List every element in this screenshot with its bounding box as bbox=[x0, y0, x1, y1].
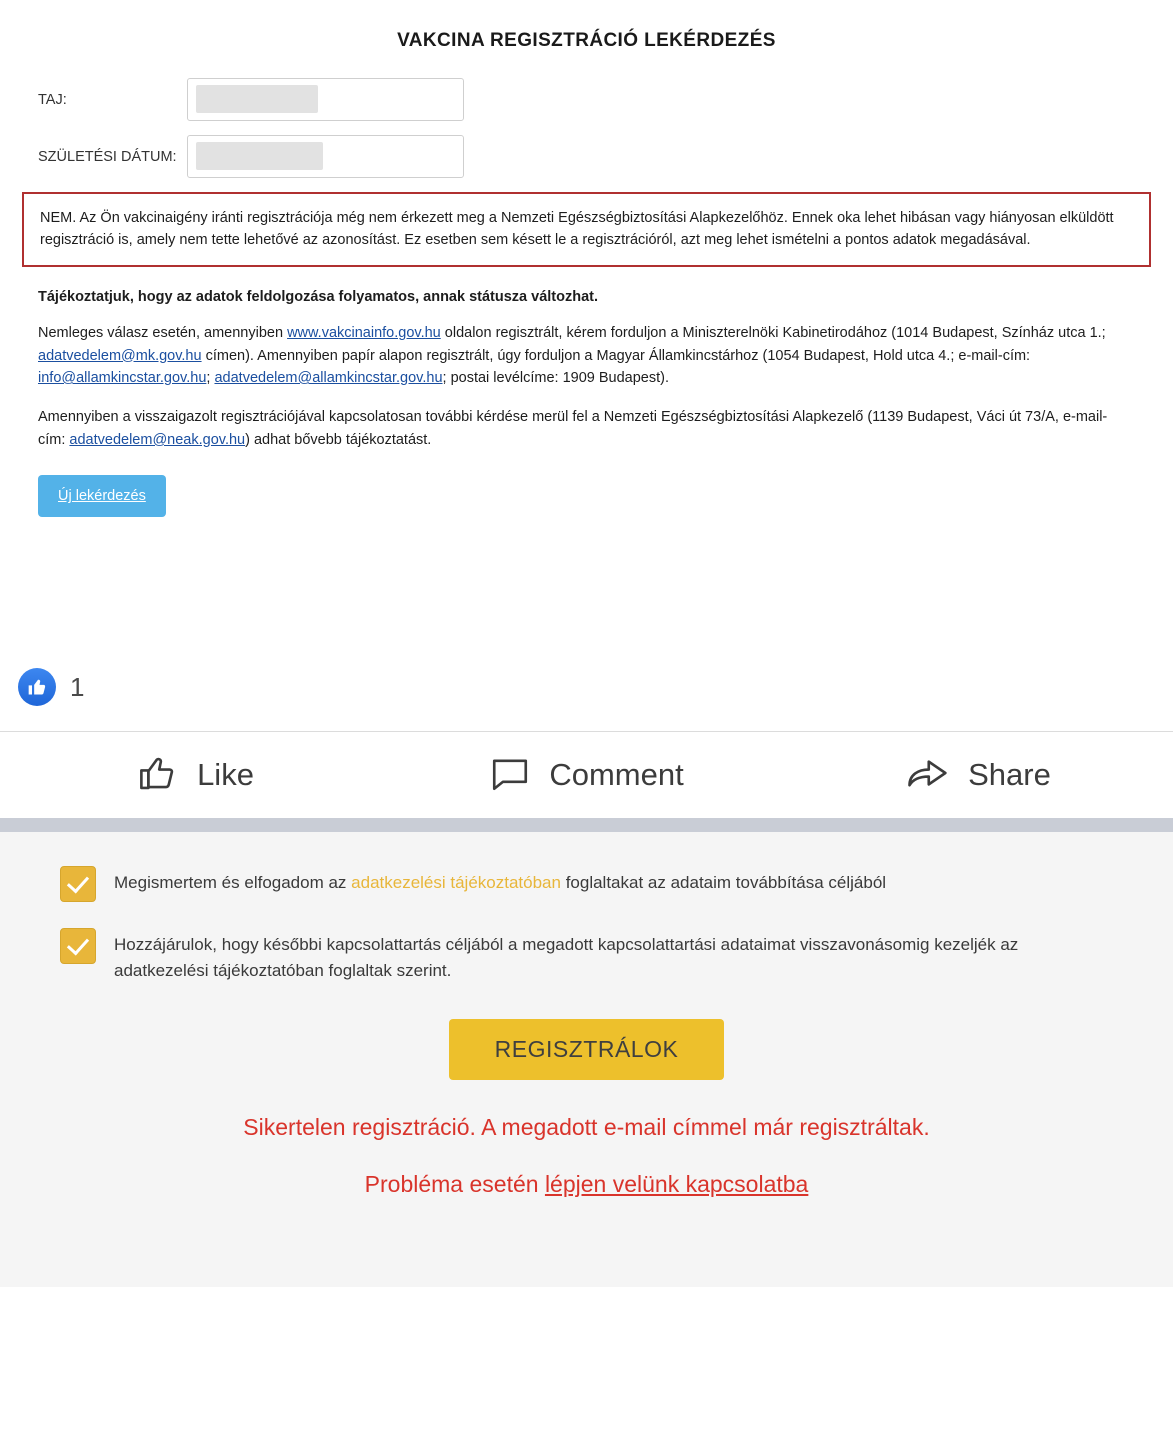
register-button[interactable]: REGISZTRÁLOK bbox=[449, 1019, 725, 1080]
birthdate-label: SZÜLETÉSI DÁTUM: bbox=[38, 148, 177, 165]
comment-button[interactable] bbox=[391, 752, 782, 799]
paragraph1-part3: címen). Amennyiben papír alapon regisztrált, úgy forduljon a Magyar Államkincstárhoz (1054 Budapest, Hold utca 4.; e-mail-cím: bbox=[201, 347, 1031, 364]
page-title: VAKCINA REGISZTRÁCIÓ LEKÉRDEZÉS bbox=[397, 30, 776, 51]
negative-result-alert: NEM. Az Ön vakcinaigény iránti regisztrációja még nem érkezett meg a Nemzeti Egészségbiztosítási Alapkezelőhöz. Ennek oka lehet hibásan vagy hiányosan elküldött regisztráció is, amely nem tette lehetővé az azonosítást. Ez esetben sem késett le a regisztrációról, azt meg lehet ismételni a pontos adatok megadásával. bbox=[22, 192, 1151, 267]
thumbs-up-outline-icon bbox=[137, 752, 179, 799]
field-row-birthdate bbox=[22, 135, 1151, 178]
paragraph1-part4: ; bbox=[206, 370, 215, 386]
paragraph1-part2: oldalon regisztrált, kérem forduljon a Miniszterelnöki Kabinetirodához (1014 Budapest, Színház utca 1.; bbox=[440, 325, 1106, 342]
taj-input[interactable] bbox=[187, 78, 464, 121]
taj-redacted-value bbox=[196, 85, 318, 113]
paragraph2-part1: Amennyiben a visszaigazolt regisztrációjával kapcsolatosan további kérdése merül fel a Nemzeti Egészségbiztosítási Alapkezelő (1139 Budapest, Váci út 73/A, e-mail-cím: bbox=[38, 409, 1108, 448]
thumbs-up-icon bbox=[18, 668, 56, 706]
comment-icon bbox=[489, 752, 531, 799]
registration-panel bbox=[0, 832, 1173, 1287]
contact-us-link[interactable]: lépjen velünk kapcsolatba bbox=[544, 1171, 809, 1198]
share-label: Share bbox=[968, 757, 1051, 793]
vakcinainfo-link[interactable]: www.vakcinainfo.gov.hu bbox=[287, 325, 441, 342]
consent1-part1: Megismertem és elfogadom az bbox=[114, 873, 352, 893]
registration-error-message: Sikertelen regisztráció. A megadott e-mail címmel már regisztráltak. bbox=[243, 1114, 930, 1141]
privacy-policy-link[interactable]: adatkezelési tájékoztatóban bbox=[351, 873, 561, 893]
mk-email-link[interactable]: adatvedelem@mk.gov.hu bbox=[38, 347, 202, 364]
consent1-part2: foglaltakat az adataim továbbítása céljából bbox=[560, 873, 887, 893]
register-button-wrapper bbox=[60, 1019, 1113, 1080]
share-button[interactable] bbox=[782, 752, 1173, 799]
allamkincstar-info-email-link[interactable]: info@allamkincstar.gov.hu bbox=[38, 370, 207, 386]
paragraph1-part1: Nemleges válasz esetén, amennyiben bbox=[38, 325, 288, 342]
consent-text-data-processing bbox=[114, 866, 886, 896]
paragraph1-part5: ; postai levélcíme: 1909 Budapest). bbox=[442, 370, 670, 386]
reaction-count: 1 bbox=[70, 671, 85, 702]
contact-paragraph-1 bbox=[22, 322, 1151, 389]
like-label: Like bbox=[197, 757, 254, 793]
processing-notice: Tájékoztatjuk, hogy az adatok feldolgozása folyamatos, annak státusza változhat. bbox=[38, 289, 598, 306]
field-row-taj bbox=[22, 78, 1151, 121]
birthdate-redacted-value bbox=[196, 142, 323, 170]
like-button[interactable] bbox=[0, 752, 391, 799]
neak-email-link[interactable]: adatvedelem@neak.gov.hu bbox=[69, 431, 246, 448]
taj-label: TAJ: bbox=[38, 91, 67, 108]
consent-checkbox-contact[interactable] bbox=[60, 928, 96, 964]
facebook-reaction-summary bbox=[0, 657, 1173, 717]
consent-checkbox-data-processing[interactable] bbox=[60, 866, 96, 902]
birthdate-input[interactable] bbox=[187, 135, 464, 178]
new-query-button[interactable]: Új lekérdezés bbox=[38, 475, 166, 517]
consent-row-contact bbox=[60, 928, 1113, 983]
comment-label: Comment bbox=[549, 757, 684, 793]
allamkincstar-adatvedelem-email-link[interactable]: adatvedelem@allamkincstar.gov.hu bbox=[214, 370, 443, 386]
consent2-text: Hozzájárulok, hogy későbbi kapcsolattartás céljából a megadott kapcsolattartási adataimat visszavonásomig kezeljék az adatkezelési tájékoztatóban foglaltak szerint. bbox=[114, 935, 1019, 980]
registration-problem-text bbox=[60, 1171, 1113, 1198]
paragraph2-part2: ) adhat bővebb tájékoztatást. bbox=[245, 431, 432, 448]
consent-row-data-processing bbox=[60, 866, 1113, 902]
section-separator bbox=[0, 818, 1173, 832]
consent-text-contact bbox=[114, 928, 1113, 983]
contact-paragraph-2 bbox=[22, 406, 1151, 451]
facebook-action-bar bbox=[0, 732, 1173, 818]
vaccine-query-panel bbox=[0, 0, 1173, 517]
share-icon bbox=[904, 752, 950, 799]
problem-prefix: Probléma esetén bbox=[364, 1171, 545, 1198]
